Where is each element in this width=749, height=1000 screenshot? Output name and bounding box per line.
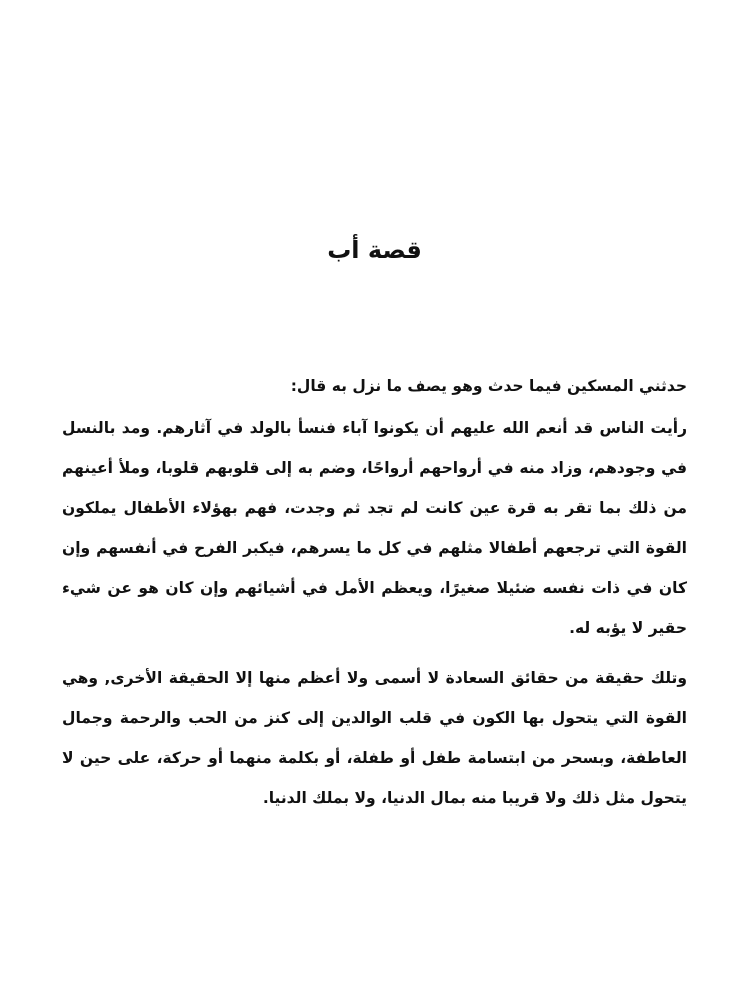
paragraph-2: وتلك حقيقة من حقائق السعادة لا أسمى ولا أعظم منها إلا الحقيقة الأخرى, وهي القوة التي يتحول بها الكون في قلب الوالدين إلى كنز من الحب والرحمة وجمال العاطفة، وبسحر من ابتسامة طفل أو طفلة، أو بكلمة منهما أو حركة، على حين لا يتحول مثل ذلك ولا قريبا منه بمال الدنيا، ولا بملك الدنيا.: [62, 669, 687, 807]
intro-line: حدثني المسكين فيما حدث وهو يصف ما نزل به قال:: [290, 377, 687, 395]
page-title: قصة أب: [327, 236, 422, 264]
paragraph-1: رأيت الناس قد أنعم الله عليهم أن يكونوا آباء فنسأ بالولد في آثارهم. ومد بالنسل في وجودهم، وزاد منه في أرواحهم أرواحًا، وضم به إلى قلوبهم قلوبا، وملأ أعينهم من ذلك بما تقر به قرة عين كانت لم تجد ثم وجدت، فهم بهؤلاء الأطفال يملكون القوة التي ترجعهم أطفالا مثلهم في كل ما يسرهم، فيكبر الفرح في أنفسهم وإن كان في ذات نفسه ضئيلا صغيرًا، ويعظم الأمل في أشيائهم وإن كان هو عن شيء حقير لا يؤبه له.: [62, 419, 687, 637]
document-body: [62, 366, 687, 828]
